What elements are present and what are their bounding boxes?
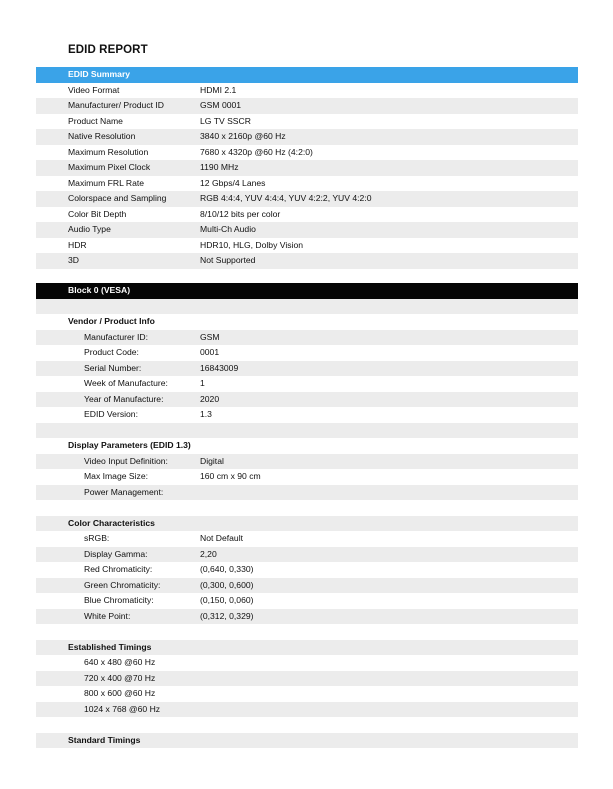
summary-value: Not Supported — [200, 255, 256, 265]
color-value: (0,640, 0,330) — [200, 564, 254, 574]
vendor-row — [36, 392, 578, 408]
summary-value: 7680 x 4320p @60 Hz (4:2:0) — [200, 146, 313, 157]
block0-header — [36, 283, 578, 299]
vendor-label: Week of Manufacture: — [84, 378, 168, 388]
section-heading-label: Display Parameters (EDID 1.3) — [68, 440, 191, 450]
summary-row — [36, 160, 578, 176]
color-row — [36, 531, 578, 547]
display-row — [36, 469, 578, 485]
display-value: 160 cm x 90 cm — [200, 471, 261, 481]
summary-label: Maximum FRL Rate — [68, 177, 145, 188]
summary-label: Maximum Pixel Clock — [68, 162, 151, 172]
summary-row — [36, 145, 578, 161]
color-value: 2,20 — [200, 548, 217, 559]
timing-row — [36, 655, 578, 671]
vendor-row — [36, 407, 578, 423]
summary-row — [36, 253, 578, 269]
timing-label: 640 x 480 @60 Hz — [84, 657, 156, 667]
color-label: Green Chromaticity: — [84, 579, 161, 590]
summary-row — [36, 207, 578, 223]
vendor-value: 1.3 — [200, 409, 212, 419]
summary-label: Audio Type — [68, 224, 111, 234]
display-value: Digital — [200, 455, 224, 466]
color-row — [36, 562, 578, 578]
vendor-label: Serial Number: — [84, 362, 142, 373]
color-row — [36, 578, 578, 594]
color-value: (0,150, 0,060) — [200, 595, 254, 605]
color-label: White Point: — [84, 610, 131, 621]
color-value: (0,300, 0,600) — [200, 579, 254, 590]
spacer-row — [36, 624, 578, 640]
block0-header-label: Block 0 (VESA) — [68, 285, 131, 295]
section-heading-color — [36, 516, 578, 532]
vendor-row — [36, 376, 578, 392]
spacer-row — [36, 423, 578, 439]
summary-value: 1190 MHz — [200, 162, 239, 172]
color-label: sRGB: — [84, 533, 110, 543]
page-title: EDID REPORT — [68, 44, 148, 56]
section-heading-vendor — [36, 314, 578, 330]
display-label: Max Image Size: — [84, 471, 148, 481]
timing-label: 720 x 400 @70 Hz — [84, 672, 156, 683]
display-row — [36, 485, 578, 501]
spacer-row — [36, 717, 578, 733]
vendor-value: GSM — [200, 331, 220, 342]
summary-value: 8/10/12 bits per color — [200, 208, 281, 219]
vendor-value: 0001 — [200, 347, 220, 357]
summary-row — [36, 98, 578, 114]
vendor-label: Year of Manufacture: — [84, 393, 164, 404]
section-heading-label: Color Characteristics — [68, 517, 155, 528]
color-value: (0,312, 0,329) — [200, 610, 254, 621]
summary-row — [36, 176, 578, 192]
vendor-value: 2020 — [200, 393, 220, 404]
vendor-label: EDID Version: — [84, 409, 138, 419]
timing-label: 1024 x 768 @60 Hz — [84, 703, 161, 714]
section-heading-display — [36, 438, 578, 454]
timing-row — [36, 702, 578, 718]
summary-row — [36, 191, 578, 207]
summary-label: Video Format — [68, 84, 120, 95]
color-label: Display Gamma: — [84, 548, 148, 559]
color-label: Blue Chromaticity: — [84, 595, 154, 605]
summary-row — [36, 83, 578, 99]
color-label: Red Chromaticity: — [84, 564, 153, 574]
summary-label: Color Bit Depth — [68, 208, 127, 219]
summary-value: RGB 4:4:4, YUV 4:4:4, YUV 4:2:2, YUV 4:2:0 — [200, 193, 372, 203]
summary-row — [36, 238, 578, 254]
section-heading-label: Vendor / Product Info — [68, 316, 155, 326]
edid-summary-table — [36, 67, 578, 269]
vendor-label: Product Code: — [84, 347, 139, 357]
edid-summary-header — [36, 67, 578, 83]
vendor-row — [36, 330, 578, 346]
summary-value: HDR10, HLG, Dolby Vision — [200, 239, 304, 250]
section-heading-label: Established Timings — [68, 641, 152, 652]
summary-value: LG TV SSCR — [200, 115, 251, 126]
summary-row — [36, 129, 578, 145]
vendor-row — [36, 361, 578, 377]
section-heading-standard — [36, 733, 578, 749]
display-row — [36, 454, 578, 470]
section-heading-label: Standard Timings — [68, 734, 141, 745]
summary-label: Product Name — [68, 115, 123, 126]
summary-row — [36, 114, 578, 130]
summary-label: 3D — [68, 255, 79, 265]
summary-value: 12 Gbps/4 Lanes — [200, 177, 266, 188]
color-row — [36, 593, 578, 609]
color-row — [36, 609, 578, 625]
summary-label: Maximum Resolution — [68, 146, 149, 157]
vendor-label: Manufacturer ID: — [84, 331, 148, 342]
summary-label: HDR — [68, 239, 87, 250]
color-row — [36, 547, 578, 563]
spacer-row — [36, 299, 578, 315]
summary-value: Multi-Ch Audio — [200, 224, 256, 234]
vendor-value: 16843009 — [200, 362, 239, 373]
summary-row — [36, 222, 578, 238]
summary-label: Colorspace and Sampling — [68, 193, 167, 203]
summary-label: Manufacturer/ Product ID — [68, 100, 165, 110]
vendor-value: 1 — [200, 378, 205, 388]
summary-value: 3840 x 2160p @60 Hz — [200, 131, 286, 141]
timing-row — [36, 671, 578, 687]
timing-row — [36, 686, 578, 702]
display-label: Video Input Definition: — [84, 455, 168, 466]
summary-value: GSM 0001 — [200, 100, 242, 110]
block0-table — [36, 283, 578, 748]
color-value: Not Default — [200, 533, 243, 543]
edid-summary-header-label: EDID Summary — [68, 69, 131, 79]
spacer-row — [36, 500, 578, 516]
summary-label: Native Resolution — [68, 131, 136, 141]
vendor-row — [36, 345, 578, 361]
section-heading-established — [36, 640, 578, 656]
summary-value: HDMI 2.1 — [200, 84, 237, 95]
timing-label: 800 x 600 @60 Hz — [84, 688, 156, 698]
display-label: Power Management: — [84, 486, 164, 497]
